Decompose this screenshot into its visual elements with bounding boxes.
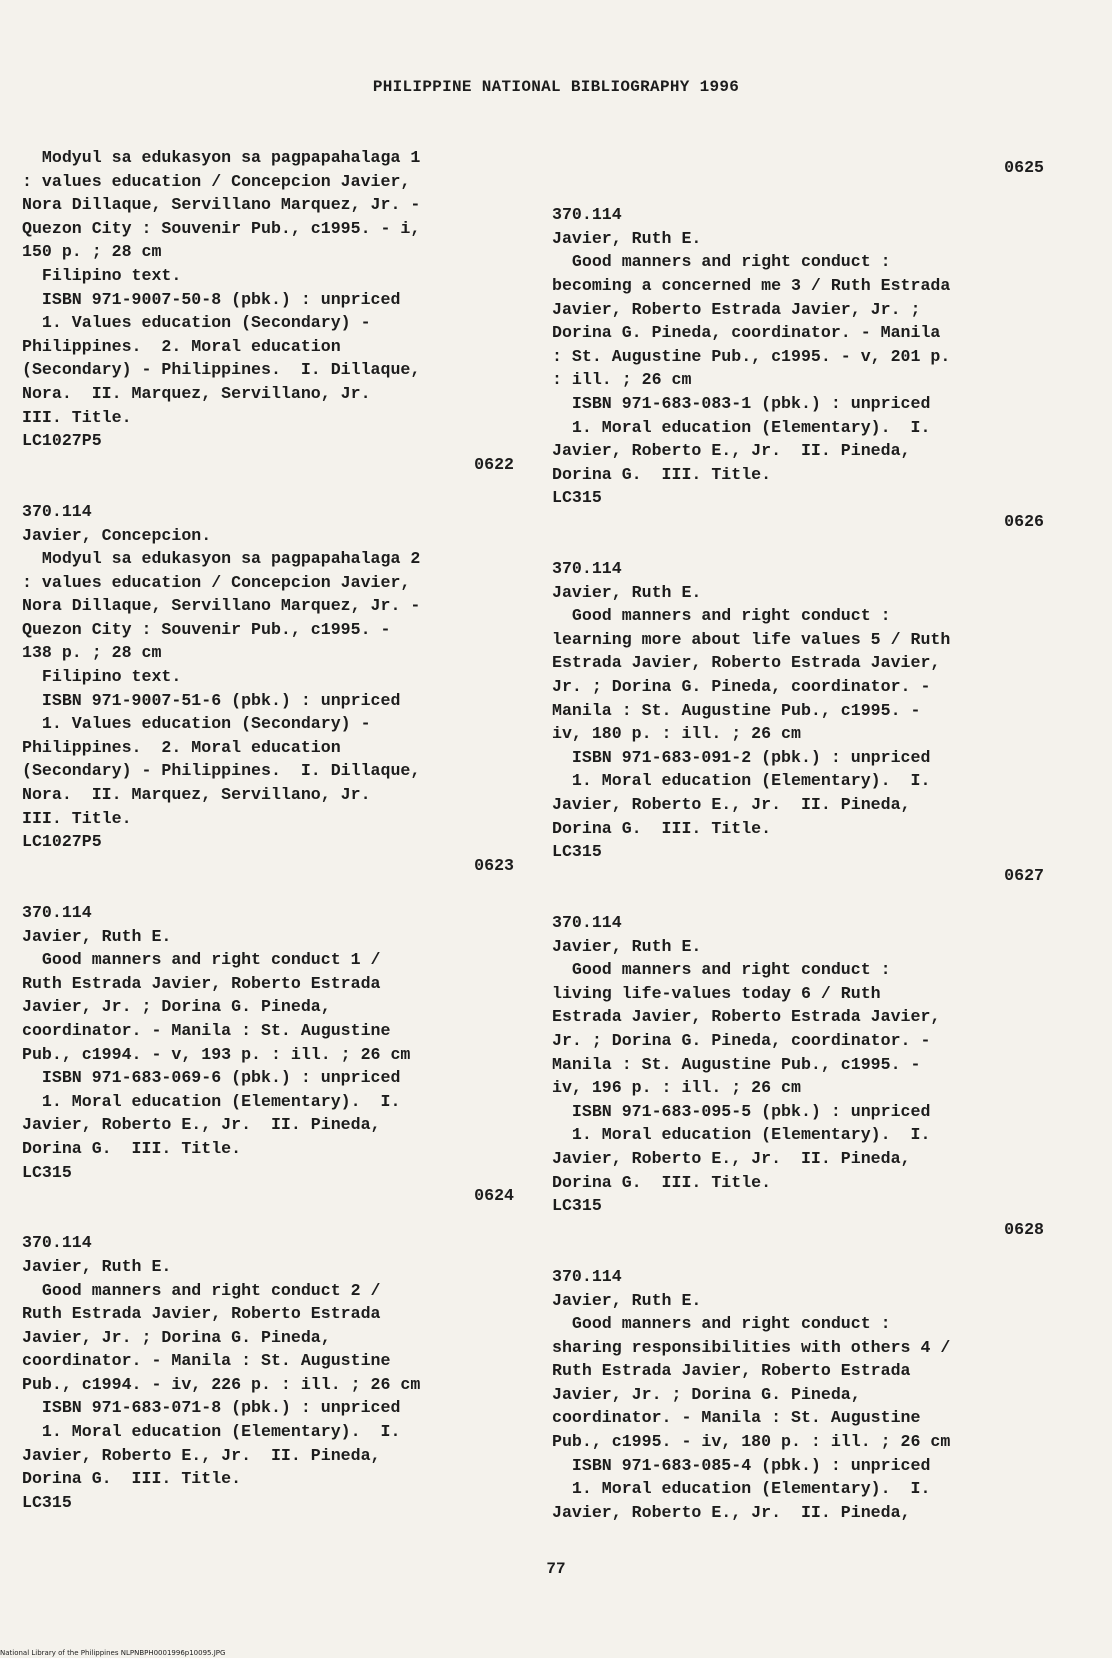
entry-line: Javier, Jr. ; Dorina G. Pineda, [552,1384,861,1404]
entry-line: (Secondary) - Philippines. I. Dillaque, [22,761,421,781]
catalog-entry [552,911,1052,1265]
entry-line: Javier, Ruth E. [22,926,172,946]
entry-line: ISBN 971-683-091-2 (pbk.) : unpriced [552,747,931,767]
entry-line: Modyul sa edukasyon sa pagpapahalaga 2 [22,549,421,569]
entry-line: LC315 [552,488,602,508]
entry-spacer [552,534,1052,558]
entry-line: 1. Moral education (Elementary). I. [552,417,931,437]
entry-line: Quezon City : Souvenir Pub., c1995. - i, [22,218,421,238]
entry-line: ISBN 971-683-095-5 (pbk.) : unpriced [552,1101,931,1121]
entry-line: Philippines. 2. Moral education [22,336,341,356]
entry-number: 0628 [1004,1219,1044,1239]
entry-line: 138 p. ; 28 cm [22,643,162,663]
entry-line: Nora. II. Marquez, Servillano, Jr. [22,785,371,805]
entry-line: Dorina G. III. Title. [22,1469,242,1489]
entry-line: Good manners and right conduct : [552,1314,891,1334]
entry-line: Pub., c1995. - iv, 180 p. : ill. ; 26 cm [552,1432,951,1452]
entry-line: Dorina G. III. Title. [22,1138,242,1158]
catalog-entry [552,1265,1052,1525]
entry-line: Javier, Roberto E., Jr. II. Pineda, [552,1502,911,1522]
entry-line: Manila : St. Augustine Pub., c1995. - [552,1054,921,1074]
entry-line: Good manners and right conduct : [552,606,891,626]
entry-line: Javier, Roberto E., Jr. II. Pineda, [552,441,911,461]
entry-line: Javier, Roberto E., Jr. II. Pineda, [22,1115,381,1135]
entry-line: Filipino text. [22,265,182,285]
entry-line: iv, 196 p. : ill. ; 26 cm [552,1078,801,1098]
catalog-entry [22,500,522,901]
entry-line: Pub., c1994. - v, 193 p. : ill. ; 26 cm [22,1044,411,1064]
left-column [22,146,522,1514]
entry-line: iv, 180 p. : ill. ; 26 cm [552,724,801,744]
entry-line: : values education / Concepcion Javier, [22,171,411,191]
entry-line: LC315 [552,1196,602,1216]
entry-line: Jr. ; Dorina G. Pineda, coordinator. - [552,1030,931,1050]
entry-line: Pub., c1994. - iv, 226 p. : ill. ; 26 cm [22,1374,421,1394]
entry-line: III. Title. [22,808,132,828]
entry-line: Nora. II. Marquez, Servillano, Jr. [22,383,371,403]
entry-line: Javier, Ruth E. [552,228,702,248]
entry-line: Javier, Jr. ; Dorina G. Pineda, [22,1327,331,1347]
entry-spacer [22,1208,522,1232]
page-number: 77 [546,1560,566,1578]
entry-line: coordinator. - Manila : St. Augustine [552,1408,921,1428]
entry-line: Estrada Javier, Roberto Estrada Javier, [552,653,941,673]
entry-line: Ruth Estrada Javier, Roberto Estrada [22,973,381,993]
catalog-entry [552,203,1052,557]
entry-line: living life-values today 6 / Ruth [552,983,881,1003]
entry-line: Javier, Roberto E., Jr. II. Pineda, [552,1148,911,1168]
entry-line: coordinator. - Manila : St. Augustine [22,1351,391,1371]
entry-line: Dorina G. III. Title. [552,818,772,838]
entry-line: 150 p. ; 28 cm [22,242,162,262]
catalog-entry [552,557,1052,911]
entry-line: Good manners and right conduct 1 / [22,950,381,970]
entry-spacer [552,887,1052,911]
entry-number: 0627 [1004,865,1044,885]
entry-line: Dorina G. III. Title. [552,464,772,484]
entry-line: Ruth Estrada Javier, Roberto Estrada [552,1361,911,1381]
entry-line: 1. Values education (Secondary) - [22,313,371,333]
entry-line: Nora Dillaque, Servillano Marquez, Jr. - [22,596,421,616]
entry-line: Good manners and right conduct : [552,252,891,272]
entry-line: Good manners and right conduct : [552,960,891,980]
entry-line: 370.114 [552,1266,622,1286]
entry-number: 0624 [474,1186,514,1206]
entry-line: Nora Dillaque, Servillano Marquez, Jr. - [22,195,421,215]
entry-line: 370.114 [552,913,622,932]
entry-line: LC315 [552,842,602,862]
entry-number: 0626 [1004,511,1044,531]
entry-line: Modyul sa edukasyon sa pagpapahalaga 1 [22,148,421,167]
entry-line: Javier, Roberto E., Jr. II. Pineda, [22,1445,381,1465]
right-column [552,156,1052,1524]
entry-line: (Secondary) - Philippines. I. Dillaque, [22,360,421,380]
entry-line: becoming a concerned me 3 / Ruth Estrada [552,275,951,295]
entry-line: 1. Moral education (Elementary). I. [22,1091,401,1111]
entry-spacer [552,1241,1052,1265]
entry-line: Javier, Concepcion. [22,525,212,545]
scan-note: National Library of the Philippines NLPNBPH0001996p10095.JPG [0,1649,226,1657]
entry-line: Jr. ; Dorina G. Pineda, coordinator. - [552,677,931,697]
entry-line: ISBN 971-683-069-6 (pbk.) : unpriced [22,1068,401,1088]
entry-line: : ill. ; 26 cm [552,370,692,390]
entry-line: Javier, Roberto E., Jr. II. Pineda, [552,795,911,815]
entry-line: ISBN 971-683-071-8 (pbk.) : unpriced [22,1398,401,1418]
entry-line: Estrada Javier, Roberto Estrada Javier, [552,1007,941,1027]
entry-line: ISBN 971-683-083-1 (pbk.) : unpriced [552,393,931,413]
entry-line: 370.114 [552,559,622,579]
entry-line: LC1027P5 [22,431,102,451]
entry-line: Javier, Ruth E. [552,1290,702,1310]
entry-line: Quezon City : Souvenir Pub., c1995. - [22,619,391,639]
entry-line: Javier, Jr. ; Dorina G. Pineda, [22,997,331,1017]
entry-line: LC315 [22,1492,72,1512]
entry-line: Filipino text. [22,667,182,687]
entry-line: 370.114 [22,903,92,922]
entry-line: LC315 [22,1162,72,1182]
entry-line: Philippines. 2. Moral education [22,737,341,757]
entry-line: 370.114 [552,205,622,225]
entry-line: Javier, Ruth E. [552,936,702,956]
entry-number: 0623 [474,855,514,875]
entry-line: Dorina G. Pineda, coordinator. - Manila [552,323,941,343]
entry-line: ISBN 971-683-085-4 (pbk.) : unpriced [552,1455,931,1475]
entry-line: Javier, Ruth E. [22,1256,172,1276]
entry-line: 370.114 [22,1233,92,1253]
entry-line: 1. Values education (Secondary) - [22,714,371,734]
entry-line: 1. Moral education (Elementary). I. [552,1479,931,1499]
entry-line: Javier, Ruth E. [552,582,702,602]
entry-line: : values education / Concepcion Javier, [22,572,411,592]
entry-number: 0625 [1004,158,1044,177]
entry-line: 1. Moral education (Elementary). I. [22,1422,401,1442]
page-title: PHILIPPINE NATIONAL BIBLIOGRAPHY 1996 [372,78,740,96]
entry-line: 1. Moral education (Elementary). I. [552,1125,931,1145]
catalog-entry [552,156,1052,203]
entry-line: 370.114 [22,501,92,521]
entry-line: : St. Augustine Pub., c1995. - v, 201 p. [552,346,951,366]
entry-line: Good manners and right conduct 2 / [22,1280,381,1300]
entry-line: Manila : St. Augustine Pub., c1995. - [552,700,921,720]
entry-line: LC1027P5 [22,832,102,852]
catalog-entry [22,1231,522,1514]
entry-line: sharing responsibilities with others 4 / [552,1337,951,1357]
entry-spacer [22,877,522,901]
entry-line: ISBN 971-9007-51-6 (pbk.) : unpriced [22,690,401,710]
entry-line: learning more about life values 5 / Ruth [552,629,951,649]
entry-spacer [22,476,522,500]
entry-line: Javier, Roberto Estrada Javier, Jr. ; [552,299,921,319]
catalog-entry [22,146,522,500]
entry-line: Dorina G. III. Title. [552,1172,772,1192]
entry-line: Ruth Estrada Javier, Roberto Estrada [22,1304,381,1324]
entry-number: 0622 [474,454,514,474]
entry-spacer [552,180,1052,204]
catalog-entry [22,901,522,1231]
entry-line: ISBN 971-9007-50-8 (pbk.) : unpriced [22,289,401,309]
entry-line: 1. Moral education (Elementary). I. [552,771,931,791]
entry-line: III. Title. [22,407,132,427]
entry-line: coordinator. - Manila : St. Augustine [22,1020,391,1040]
